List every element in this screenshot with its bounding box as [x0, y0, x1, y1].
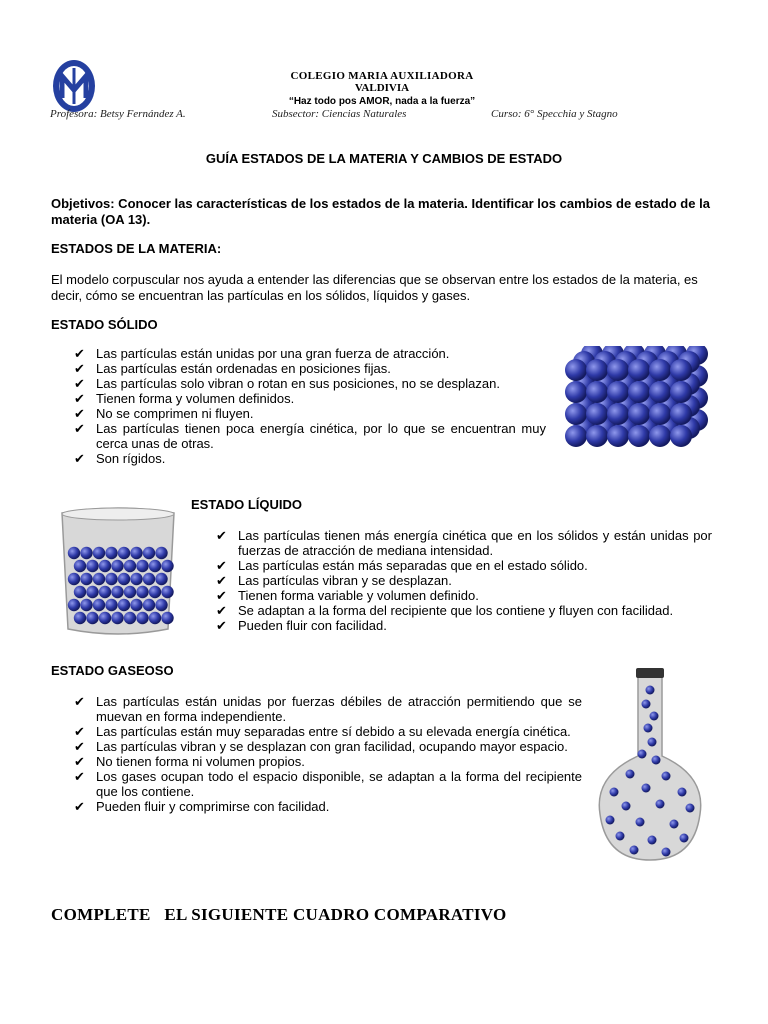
- liquid-heading: ESTADO LÍQUIDO: [191, 497, 302, 512]
- particle: [670, 381, 692, 403]
- beaker-rim: [62, 508, 174, 520]
- check-icon: ✔: [216, 588, 227, 603]
- particle: [99, 560, 111, 572]
- check-icon: ✔: [74, 754, 85, 769]
- particle: [652, 756, 661, 765]
- solid-list-item: [74, 451, 546, 466]
- solid-list-item-text: Las partículas solo vibran o rotan en sus posiciones, no se desplazan.: [96, 376, 500, 391]
- particle: [616, 832, 625, 841]
- liquid-list-item: [216, 573, 712, 588]
- solid-list-item-text: Las partículas están ordenadas en posiciones fijas.: [96, 361, 391, 376]
- particle: [565, 403, 587, 425]
- check-icon: ✔: [74, 376, 85, 391]
- particle: [650, 712, 659, 721]
- particle: [74, 560, 86, 572]
- particle: [670, 403, 692, 425]
- particle: [680, 834, 689, 843]
- solid-list-item: [74, 361, 546, 376]
- particle: [565, 359, 587, 381]
- solid-list: [74, 346, 546, 466]
- particle: [628, 359, 650, 381]
- particle: [124, 612, 136, 624]
- objectives: Objetivos: Conocer las características de los estados de la materia. Identificar los cambios de estado de la materia (OA 13).: [51, 196, 710, 227]
- solid-list-item-text: Las partículas tienen poca energía cinética, por lo que se encuentran muy cerca unas de otras.: [96, 421, 546, 451]
- school-name: COLEGIO MARIA AUXILIADORA: [290, 70, 474, 82]
- solid-heading: ESTADO SÓLIDO: [51, 317, 158, 332]
- particle: [670, 820, 679, 829]
- check-icon: ✔: [74, 346, 85, 361]
- gas-list-item: [74, 694, 582, 724]
- particle: [105, 547, 117, 559]
- particle: [136, 586, 148, 598]
- gas-list-item-text: Las partículas vibran y se desplazan con gran facilidad, ocupando mayor espacio.: [96, 739, 568, 754]
- liquid-list-item: [216, 588, 712, 603]
- page-title: GUÍA ESTADOS DE LA MATERIA Y CAMBIOS DE ESTADO: [205, 151, 563, 166]
- particle: [646, 686, 655, 695]
- particle: [74, 612, 86, 624]
- solid-list-item: [74, 346, 546, 361]
- particle: [68, 573, 80, 585]
- particle: [86, 560, 98, 572]
- liquid-list-item: [216, 603, 712, 618]
- particle: [628, 403, 650, 425]
- solid-list-item: [74, 376, 546, 391]
- particle: [68, 599, 80, 611]
- particle: [124, 586, 136, 598]
- particle: [130, 599, 142, 611]
- particle: [586, 359, 608, 381]
- particle: [678, 788, 687, 797]
- particle: [161, 586, 173, 598]
- solid-list-item-text: Tienen forma y volumen definidos.: [96, 391, 295, 406]
- gas-list-item-text: No tienen forma ni volumen propios.: [96, 754, 305, 769]
- particle: [124, 560, 136, 572]
- particle: [586, 425, 608, 447]
- particle: [670, 359, 692, 381]
- particle: [111, 586, 123, 598]
- gas-list-item: [74, 754, 582, 769]
- particle: [80, 573, 92, 585]
- gas-list-item-text: Las partículas están unidas por fuerzas débiles de atracción permitiendo que se muevan en forma independiente.: [96, 694, 582, 724]
- particle: [565, 381, 587, 403]
- particle: [86, 612, 98, 624]
- particle: [586, 381, 608, 403]
- solid-list-item-text: Son rígidos.: [96, 451, 166, 466]
- gas-list-item: [74, 724, 582, 739]
- gas-heading: ESTADO GASEOSO: [51, 663, 174, 678]
- particle: [622, 802, 631, 811]
- particle: [161, 560, 173, 572]
- liquid-list-item-text: Se adaptan a la forma del recipiente que los contiene y fluyen con facilidad.: [238, 603, 674, 618]
- gas-list-item-text: Las partículas están muy separadas entre sí debido a su elevada energía cinética.: [96, 724, 571, 739]
- particle: [649, 359, 671, 381]
- intro-paragraph: El modelo corpuscular nos ayuda a entender las diferencias que se observan entre los estados de la materia, es decir, cómo se encuentran las partículas en los sólidos, líquidos y gases.: [51, 272, 698, 303]
- course-name: Curso: 6° Specchia y Stagno: [491, 108, 618, 120]
- particle: [649, 425, 671, 447]
- particle: [626, 770, 635, 779]
- particle: [118, 573, 130, 585]
- particle: [143, 599, 155, 611]
- check-icon: ✔: [74, 694, 85, 709]
- particle: [118, 599, 130, 611]
- flask-stopper: [636, 668, 664, 678]
- solid-list-item: [74, 421, 546, 451]
- particle: [638, 750, 647, 759]
- particle: [628, 381, 650, 403]
- solid-list-item-text: Las partículas están unidas por una gran fuerza de atracción.: [96, 346, 450, 361]
- check-icon: ✔: [216, 558, 227, 573]
- liquid-list-item-text: Las partículas tienen más energía cinética que en los sólidos y están unidas por fuerzas de atracción de mediana intensidad.: [238, 528, 712, 558]
- particle: [93, 599, 105, 611]
- particle: [111, 560, 123, 572]
- particle: [130, 573, 142, 585]
- particle: [630, 846, 639, 855]
- particle: [105, 573, 117, 585]
- particle: [628, 425, 650, 447]
- particle: [648, 738, 657, 747]
- gas-list-item: [74, 769, 582, 799]
- particle: [662, 772, 671, 781]
- particle: [105, 599, 117, 611]
- particle: [149, 586, 161, 598]
- solid-list-item: [74, 391, 546, 406]
- check-icon: ✔: [74, 739, 85, 754]
- liquid-list-item-text: Tienen forma variable y volumen definido.: [238, 588, 479, 603]
- particle: [161, 612, 173, 624]
- final-heading: COMPLETE EL SIGUIENTE CUADRO COMPARATIVO: [51, 905, 507, 924]
- particle: [155, 599, 167, 611]
- particle: [80, 599, 92, 611]
- gas-list-item-text: Los gases ocupan todo el espacio disponible, se adaptan a la forma del recipiente que los contiene.: [96, 769, 582, 799]
- particle: [93, 573, 105, 585]
- particle: [586, 403, 608, 425]
- liquid-list-item: [216, 528, 712, 558]
- particle: [149, 560, 161, 572]
- teacher-name: Profesora: Betsy Fernández A.: [50, 108, 186, 120]
- check-icon: ✔: [74, 769, 85, 784]
- particle: [648, 836, 657, 845]
- solid-list-item: [74, 406, 546, 421]
- check-icon: ✔: [216, 603, 227, 618]
- check-icon: ✔: [216, 573, 227, 588]
- school-motto: “Haz todo pos AMOR, nada a la fuerza”: [288, 96, 476, 107]
- gas-list-item: [74, 739, 582, 754]
- particle: [606, 816, 615, 825]
- particle: [118, 547, 130, 559]
- particle: [656, 800, 665, 809]
- particle: [607, 403, 629, 425]
- gas-list: [74, 694, 582, 814]
- particle: [136, 560, 148, 572]
- solid-list-item-text: No se comprimen ni fluyen.: [96, 406, 254, 421]
- particle: [143, 573, 155, 585]
- particle: [155, 573, 167, 585]
- liquid-list-item: [216, 618, 712, 633]
- liquid-list-item-text: Pueden fluir con facilidad.: [238, 618, 387, 633]
- particle: [610, 788, 619, 797]
- particle: [607, 359, 629, 381]
- section-heading: ESTADOS DE LA MATERIA:: [51, 241, 222, 256]
- particle: [642, 700, 651, 709]
- particle: [93, 547, 105, 559]
- particle: [68, 547, 80, 559]
- particle: [649, 403, 671, 425]
- check-icon: ✔: [74, 799, 85, 814]
- liquid-list-item: [216, 558, 712, 573]
- subject-name: Subsector: Ciencias Naturales: [272, 108, 407, 120]
- gas-list-item: [74, 799, 582, 814]
- particle: [74, 586, 86, 598]
- check-icon: ✔: [74, 361, 85, 376]
- school-city: VALDIVIA: [354, 82, 410, 94]
- check-icon: ✔: [74, 391, 85, 406]
- particle: [149, 612, 161, 624]
- check-icon: ✔: [216, 618, 227, 633]
- particle: [649, 381, 671, 403]
- particle: [136, 612, 148, 624]
- liquid-list-item-text: Las partículas vibran y se desplazan.: [238, 573, 452, 588]
- particle: [565, 425, 587, 447]
- solid-particles-illustration: [560, 346, 712, 462]
- particle: [644, 724, 653, 733]
- check-icon: ✔: [216, 528, 227, 543]
- particle: [636, 818, 645, 827]
- particle: [607, 425, 629, 447]
- particle: [155, 547, 167, 559]
- school-logo-icon: [50, 58, 98, 114]
- particle: [99, 612, 111, 624]
- particle: [607, 381, 629, 403]
- particle: [86, 586, 98, 598]
- check-icon: ✔: [74, 451, 85, 466]
- check-icon: ✔: [74, 421, 85, 436]
- gas-flask-illustration: [590, 664, 710, 864]
- liquid-beaker-illustration: [56, 505, 180, 637]
- particle: [143, 547, 155, 559]
- gas-list-item-text: Pueden fluir y comprimirse con facilidad.: [96, 799, 330, 814]
- particle: [670, 425, 692, 447]
- liquid-list: [216, 528, 712, 633]
- particle: [111, 612, 123, 624]
- liquid-list-item-text: Las partículas están más separadas que en el estado sólido.: [238, 558, 588, 573]
- particle: [130, 547, 142, 559]
- particle: [99, 586, 111, 598]
- particle: [80, 547, 92, 559]
- particle: [686, 804, 695, 813]
- check-icon: ✔: [74, 406, 85, 421]
- particle: [662, 848, 671, 857]
- check-icon: ✔: [74, 724, 85, 739]
- particle: [642, 784, 651, 793]
